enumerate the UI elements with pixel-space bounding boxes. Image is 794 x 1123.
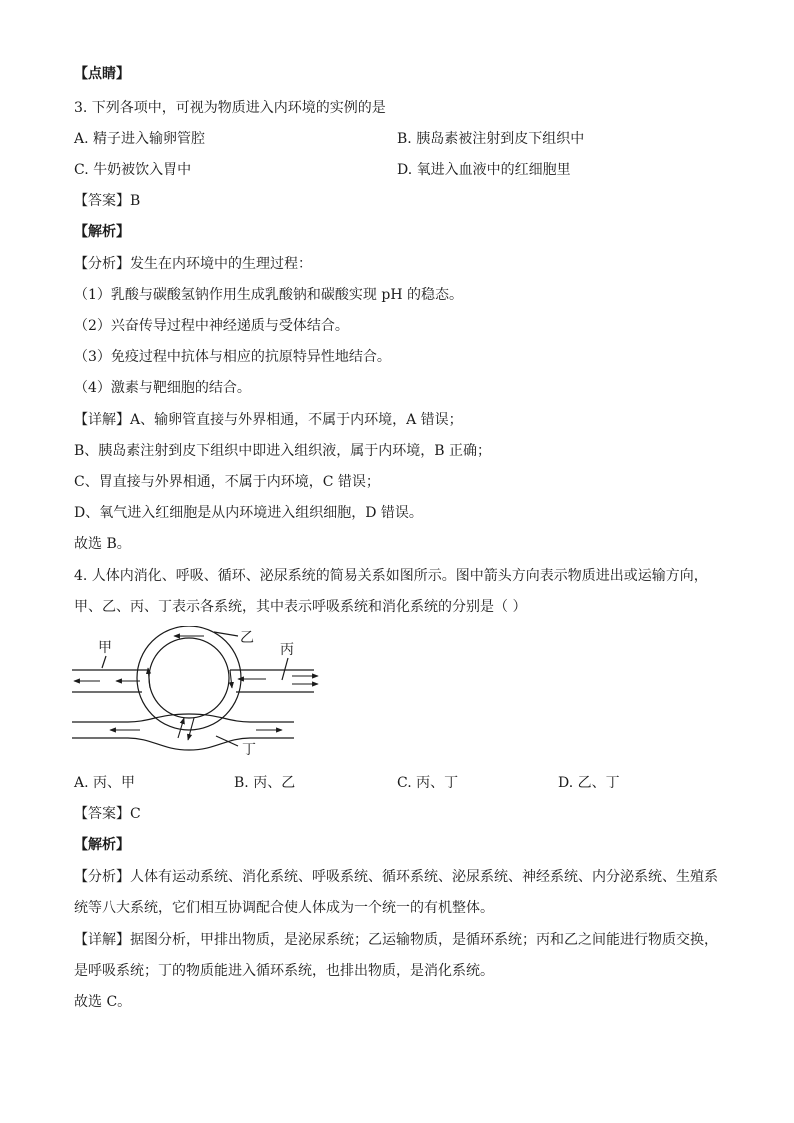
q4-stem-line-2: 甲、乙、丙、丁表示各系统，其中表示呼吸系统和消化系统的分别是（ ）	[74, 599, 527, 615]
arrow-bottom-to-ring	[178, 718, 184, 738]
q4-answer: 【答案】C	[74, 806, 141, 822]
q3-conclusion: 故选 B。	[74, 536, 131, 552]
q3-option-b: B. 胰岛素被注射到皮下组织中	[397, 131, 585, 147]
q3-detail-c: C、胃直接与外界相通，不属于内环境，C 错误；	[74, 474, 380, 490]
q3-option-a: A. 精子进入输卵管腔	[74, 131, 206, 147]
q3-detail-b: B、胰岛素注射到皮下组织中即进入组织液，属于内环境，B 正确；	[74, 443, 492, 459]
q4-analysis-line-1: 【分析】人体有运动系统、消化系统、呼吸系统、循环系统、泌尿系统、神经系统、内分泌系统、生殖系	[74, 869, 718, 885]
q3-point-1: （1）乳酸与碳酸氢钠作用生成乳酸钠和碳酸实现 pH 的稳态。	[74, 287, 463, 303]
leader-jia	[102, 656, 106, 668]
q3-option-d: D. 氧进入血液中的红细胞里	[397, 162, 571, 178]
q3-point-4: （4）激素与靶细胞的结合。	[74, 380, 251, 396]
q3-option-c: C. 牛奶被饮入胃中	[74, 162, 192, 178]
q4-analysis-line-2: 统等八大系统，它们相互协调配合使人体成为一个统一的有机整体。	[74, 900, 494, 916]
dianjing-heading: 【点睛】	[74, 66, 130, 82]
q4-system-diagram	[66, 626, 336, 756]
arrow-ring-to-bottom	[188, 718, 194, 740]
arrow-ring-right	[230, 670, 232, 688]
q4-option-a: A. 丙、甲	[74, 775, 136, 791]
leader-bing	[282, 658, 288, 680]
label-ding: 丁	[242, 742, 256, 756]
label-yi: 乙	[240, 630, 254, 646]
q4-option-b: B. 丙、乙	[234, 775, 296, 791]
q3-answer: 【答案】B	[74, 193, 141, 209]
q4-detail-line-1: 【详解】据图分析，甲排出物质，是泌尿系统；乙运输物质，是循环系统；丙和乙之间能进行物质交换，	[74, 932, 718, 948]
q3-detail-a: 【详解】A、输卵管直接与外界相通，不属于内环境，A 错误；	[74, 412, 463, 428]
q3-detail-d: D、氧气进入红细胞是从内环境进入组织细胞，D 错误。	[74, 505, 423, 521]
q3-jiexi-heading: 【解析】	[74, 224, 130, 240]
circulation-inner-circle	[149, 638, 229, 718]
q4-jiexi-heading: 【解析】	[74, 837, 130, 853]
q4-conclusion: 故选 C。	[74, 994, 132, 1010]
bottom-tube-bottom	[72, 738, 294, 750]
q4-option-d: D. 乙、丁	[558, 775, 620, 791]
q3-point-3: （3）免疫过程中抗体与相应的抗原特异性地结合。	[74, 349, 391, 365]
diagram-svg	[66, 626, 336, 756]
q3-stem: 3. 下列各项中，可视为物质进入内环境的实例的是	[74, 100, 386, 116]
label-jia: 甲	[98, 640, 112, 656]
q4-detail-line-2: 是呼吸系统；丁的物质能进入循环系统，也排出物质，是消化系统。	[74, 963, 494, 979]
q4-option-c: C. 丙、丁	[397, 775, 459, 791]
q3-analysis: 【分析】发生在内环境中的生理过程：	[74, 256, 312, 272]
q3-point-2: （2）兴奋传导过程中神经递质与受体结合。	[74, 318, 349, 334]
label-bing: 丙	[280, 642, 294, 658]
q4-stem-line-1: 4. 人体内消化、呼吸、循环、泌尿系统的简易关系如图所示。图中箭头方向表示物质进出或运输方向，	[74, 568, 708, 584]
